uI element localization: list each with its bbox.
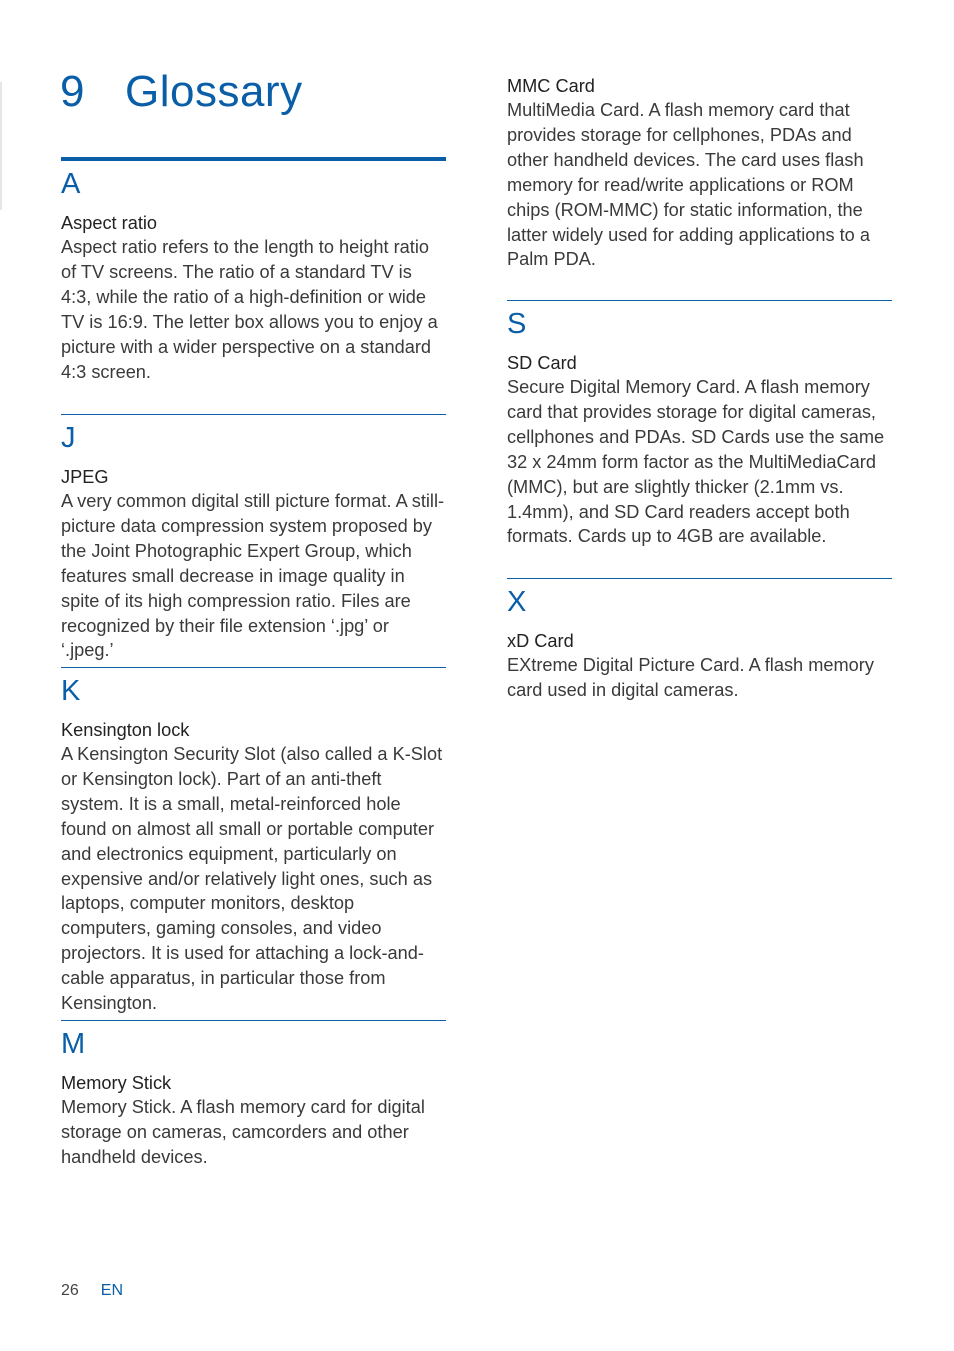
glossary-definition: EXtreme Digital Picture Card. A flash memory card used in digital cameras. xyxy=(507,655,874,700)
glossary-definition: A Kensington Security Slot (also called a K-Slot or Kensington lock). Part of an anti-theft system. It is a small, metal-reinforced hole found on almost all small or portable computer and electronics equipment, particularly on expensive and/or relatively light ones, such as laptops, computer monitors, desktop computers, gaming consoles, and video projectors. It is used for attaching a lock-and-cable apparatus, in particular those from Kensington. xyxy=(61,744,443,1014)
section-j xyxy=(61,414,446,663)
section-divider xyxy=(507,300,892,301)
section-divider xyxy=(61,414,446,415)
section-mmc xyxy=(507,74,892,272)
section-divider xyxy=(61,667,446,668)
glossary-term: Aspect ratio xyxy=(61,213,158,233)
glossary-definition: Memory Stick. A flash memory card for digital storage on cameras, camcorders and other handheld devices. xyxy=(61,1097,425,1167)
section-letter: J xyxy=(61,422,76,454)
glossary-definition: Aspect ratio refers to the length to height ratio of TV screens. The ratio of a standard TV is 4:3, while the ratio of a high-definition or wide TV is 16:9. The letter box allows you to enjoy a picture with a wider perspective on a standard 4:3 screen. xyxy=(61,237,438,382)
chapter-title: Glossary xyxy=(124,67,303,116)
section-s xyxy=(507,300,892,549)
glossary-term: MMC Card xyxy=(507,76,595,96)
section-divider xyxy=(507,578,892,579)
glossary-definition: Secure Digital Memory Card. A flash memory card that provides storage for digital cameras, cellphones and PDAs. SD Cards use the same 32 x 24mm form factor as the MultiMediaCard (MMC), but are slightly thicker (2.1mm vs. 1.4mm), and SD Card readers accept both formats. Cards up to 4GB are available. xyxy=(507,377,885,547)
glossary-definition: A very common digital still picture format. A still-picture data compression system proposed by the Joint Photographic Expert Group, which features small decrease in image quality in spite of its high compression ratio. Files are recognized by their file extension ‘.jpg’ or ‘.jpeg.’ xyxy=(61,491,445,661)
page-number: 26 xyxy=(61,1282,79,1299)
section-divider xyxy=(61,1020,446,1021)
section-x xyxy=(507,578,892,703)
section-m xyxy=(61,1020,446,1170)
section-letter: A xyxy=(61,168,81,200)
section-divider xyxy=(61,157,446,161)
section-letter: S xyxy=(507,308,527,340)
section-letter: X xyxy=(507,586,527,618)
language-code: EN xyxy=(100,1282,124,1299)
glossary-term: JPEG xyxy=(61,467,109,487)
glossary-definition: MultiMedia Card. A flash memory card that provides storage for cellphones, PDAs and other handheld devices. The card uses flash memory for read/write applications or ROM chips (ROM-MMC) for static information, the latter widely used for adding applications to a Palm PDA. xyxy=(507,100,870,270)
margin-rule xyxy=(0,82,2,210)
section-k xyxy=(61,667,446,1016)
section-letter: M xyxy=(61,1028,86,1060)
chapter-number: 9 xyxy=(60,67,85,116)
section-letter: K xyxy=(61,675,81,707)
section-a xyxy=(61,157,446,384)
glossary-term: Memory Stick xyxy=(61,1073,172,1093)
glossary-term: SD Card xyxy=(507,353,577,373)
glossary-term: Kensington lock xyxy=(61,720,190,740)
page-title xyxy=(60,62,303,122)
page-footer xyxy=(61,1279,123,1303)
glossary-term: xD Card xyxy=(507,631,574,651)
